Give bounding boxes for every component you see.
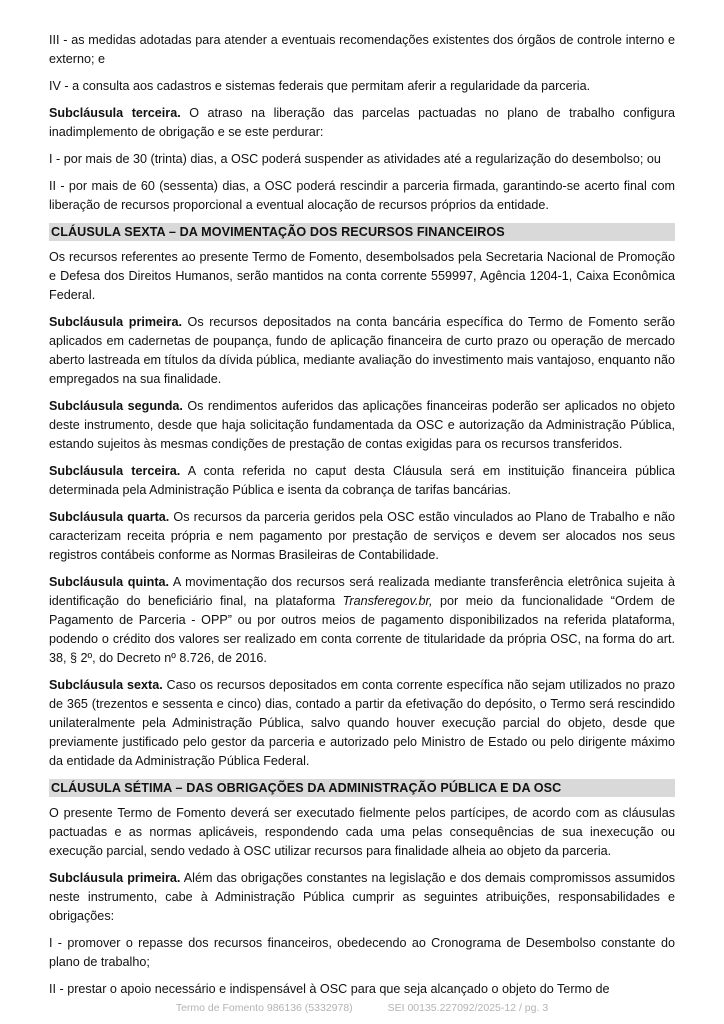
subclause-label: Subcláusula primeira. xyxy=(49,315,182,329)
subclause-terceira xyxy=(49,104,675,142)
subclause-label: Subcláusula terceira. xyxy=(49,106,181,120)
subclause-label: Subcláusula sexta. xyxy=(49,678,163,692)
subclause-label: Subcláusula primeira. xyxy=(49,871,181,885)
paragraph-text: Os recursos depositados na conta bancária específica do Termo de Fomento serão aplicados em cadernetas de poupança, fundo de aplicação financeira de curto prazo ou operação de mercado aberto lastreada em títulos da dívida pública, mediante avaliação do investimento mais vantajoso, enquanto não empregados na sua finalidade. xyxy=(49,315,675,386)
subclause-terceira-2 xyxy=(49,462,675,500)
paragraph-intro xyxy=(49,248,675,305)
subclause-primeira xyxy=(49,313,675,389)
paragraph-text: Os rendimentos auferidos das aplicações financeiras poderão ser aplicados no objeto deste instrumento, desde que haja solicitação fundamentada da OSC e autorização da Administração Pública, estando sujeitos às mesmas condições de prestação de contas exigidas para os recursos transferidos. xyxy=(49,399,675,451)
paragraph-text: I - por mais de 30 (trinta) dias, a OSC poderá suspender as atividades até a regularização do desembolso; ou xyxy=(49,152,661,166)
paragraph-item-ii xyxy=(49,177,675,215)
paragraph-item-i xyxy=(49,150,675,169)
paragraph-text: A movimentação dos recursos será realizada mediante transferência eletrônica sujeita à identificação do beneficiário final, na plataforma xyxy=(49,575,675,608)
paragraph-text: por meio da funcionalidade “Ordem de Pagamento de Parceria - OPP” ou por outros meios de pagamento disponibilizados na referida plataforma, podendo o crédito dos valores ser realizado em conta corrente de titularidade da própria OSC, na forma do art. 38, § 2º, do Decreto nº 8.726, de 2016. xyxy=(49,594,675,665)
document-page xyxy=(49,31,675,1007)
paragraph-item-ii-2 xyxy=(49,980,675,999)
clause-heading-setima: CLÁUSULA SÉTIMA – DAS OBRIGAÇÕES DA ADMINISTRAÇÃO PÚBLICA E DA OSC xyxy=(49,779,675,797)
paragraph-text: Caso os recursos depositados em conta corrente específica não sejam utilizados no prazo de 365 (trezentos e sessenta e cinco) dias, contado a partir da efetivação do depósito, o Termo será rescindido unilateralmente pela Administração Pública, salvo quando houver execução parcial do objeto, desde que previamente justificado pelo gestor da parceria e autorizado pelo Ministro de Estado ou pelo dirigente máximo da entidade da Administração Pública Federal. xyxy=(49,678,675,768)
subclause-label: Subcláusula terceira. xyxy=(49,464,181,478)
subclause-label: Subcláusula quinta. xyxy=(49,575,170,589)
subclause-label: Subcláusula segunda. xyxy=(49,399,183,413)
footer-sei-ref: SEI 00135.227092/2025-12 / pg. 3 xyxy=(387,1002,549,1014)
subclause-sexta xyxy=(49,676,675,771)
subclause-quinta xyxy=(49,573,675,668)
paragraph-item-i-2 xyxy=(49,934,675,972)
paragraph-text: O presente Termo de Fomento deverá ser executado fielmente pelos partícipes, de acordo com as cláusulas pactuadas e as normas aplicáveis, respondendo cada uma pelas consequências de sua inexecução ou execução parcial, sendo vedado à OSC utilizar recursos para finalidade alheia ao objeto da parceria. xyxy=(49,806,675,858)
subclause-label: Subcláusula quarta. xyxy=(49,510,170,524)
paragraph-text: Os recursos referentes ao presente Termo de Fomento, desembolsados pela Secretaria Nacional de Promoção e Defesa dos Direitos Humanos, serão mantidos na conta corrente 559997, Agência 1204-1, Caixa Econômica Federal. xyxy=(49,250,675,302)
subclause-segunda xyxy=(49,397,675,454)
paragraph-text: Os recursos da parceria geridos pela OSC estão vinculados ao Plano de Trabalho e não caracterizam receita própria e nem pagamento por prestação de serviços e devem ser alocados nos seus registros contábeis conforme as Normas Brasileiras de Contabilidade. xyxy=(49,510,675,562)
paragraph-text: IV - a consulta aos cadastros e sistemas federais que permitam aferir a regularidade da parceria. xyxy=(49,79,591,93)
paragraph-item-iv xyxy=(49,77,675,96)
paragraph-text: I - promover o repasse dos recursos financeiros, obedecendo ao Cronograma de Desembolso constante do plano de trabalho; xyxy=(49,936,675,969)
clause-heading-sexta: CLÁUSULA SEXTA – DA MOVIMENTAÇÃO DOS RECURSOS FINANCEIROS xyxy=(49,223,675,241)
platform-name: Transferegov.br, xyxy=(342,594,433,608)
paragraph-text: Além das obrigações constantes na legislação e dos demais compromissos assumidos neste instrumento, cabe à Administração Pública cumprir as seguintes atribuições, responsabilidades e obrigações: xyxy=(49,871,675,923)
paragraph-item-iii xyxy=(49,31,675,69)
paragraph-text: A conta referida no caput desta Cláusula será em instituição financeira pública determinada pela Administração Pública e isenta da cobrança de tarifas bancárias. xyxy=(49,464,675,497)
page-footer xyxy=(0,1002,724,1014)
paragraph-text: O atraso na liberação das parcelas pactuadas no plano de trabalho configura inadimplemento de obrigação e se este perdurar: xyxy=(49,106,675,139)
paragraph-text: II - prestar o apoio necessário e indispensável à OSC para que seja alcançado o objeto do Termo de xyxy=(49,982,610,996)
paragraph-text: II - por mais de 60 (sessenta) dias, a OSC poderá rescindir a parceria firmada, garantindo-se acerto final com liberação de recursos proporcional a eventual alocação de recursos próprios da entidade. xyxy=(49,179,675,212)
footer-doc-ref: Termo de Fomento 986136 (5332978) xyxy=(175,1002,353,1014)
paragraph-text: III - as medidas adotadas para atender a eventuais recomendações existentes dos órgãos de controle interno e externo; e xyxy=(49,33,675,66)
subclause-primeira-2 xyxy=(49,869,675,926)
paragraph-intro-2 xyxy=(49,804,675,861)
subclause-quarta xyxy=(49,508,675,565)
